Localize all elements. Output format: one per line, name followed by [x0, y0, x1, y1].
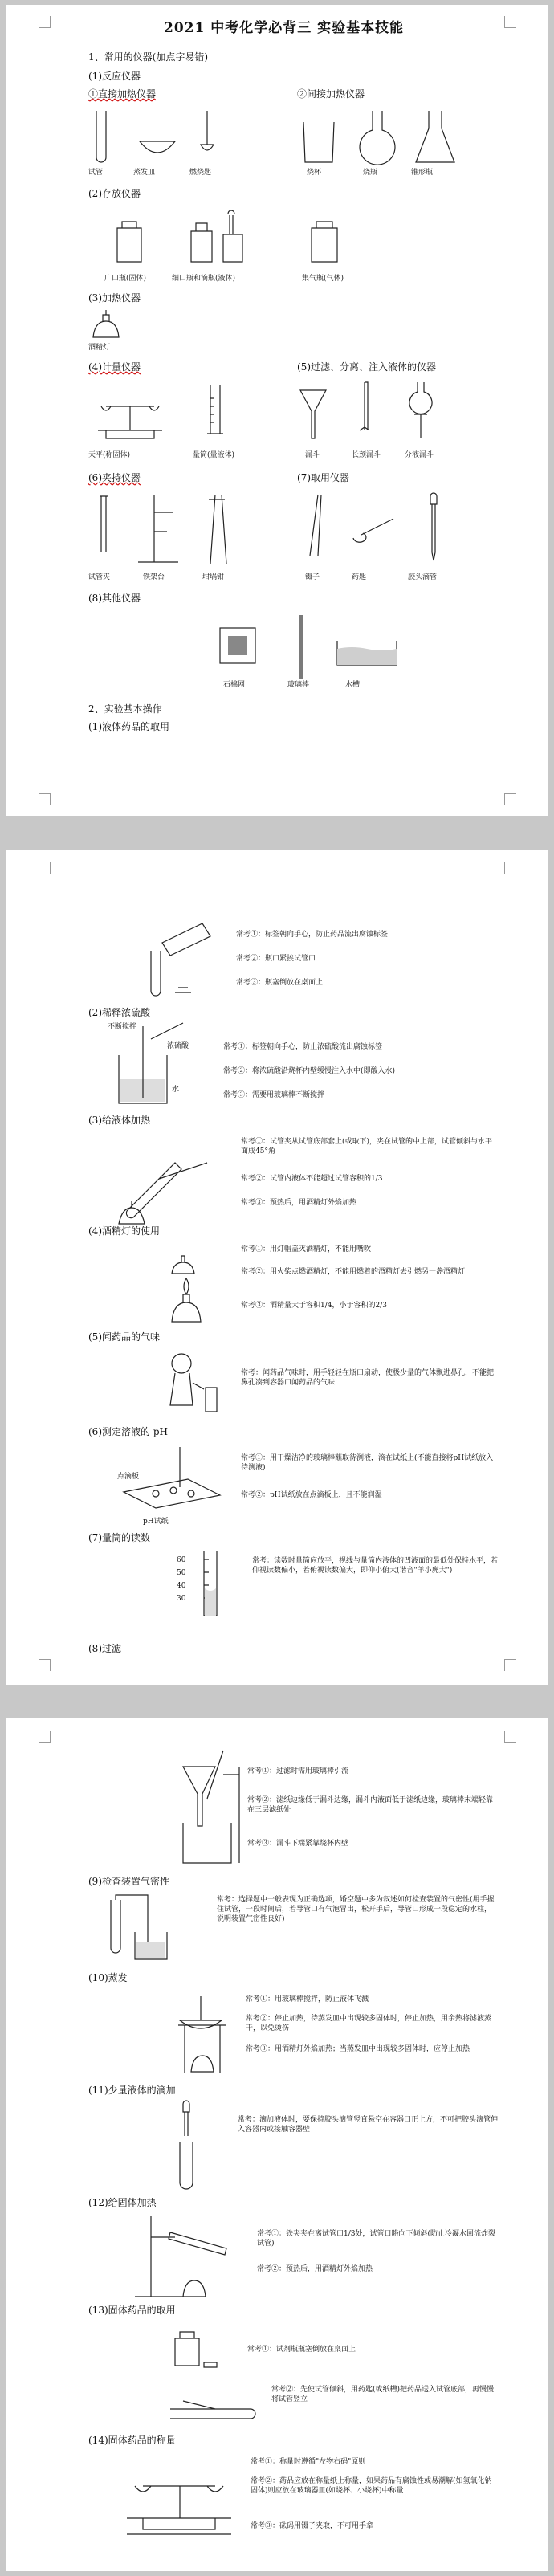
crop-mark — [504, 862, 516, 874]
evaporation-illustration — [172, 1988, 244, 2077]
clamp-illustration — [90, 491, 267, 572]
crop-mark — [504, 793, 516, 805]
page-1 — [6, 5, 548, 816]
weighing-illustration — [119, 2454, 247, 2542]
exam-note: 常考③：预热后，用酒精灯外焰加热 — [241, 1199, 357, 1207]
sub-heading: (4)计量仪器 — [88, 361, 141, 373]
exam-note: 常考②：将浓硫酸沿烧杯内壁缓慢注入水中(即酸入水) — [223, 1067, 396, 1075]
instrument-label: 烧杯 — [307, 169, 322, 177]
diagram-label: 点滴板 — [117, 1473, 140, 1481]
filter-illustration — [297, 379, 474, 451]
exam-note: 常考②：停止加热，待蒸发皿中出现较多固体时，停止加热，用余热将滤液蒸干，以免烫伤 — [246, 2015, 492, 2032]
heating-liquid-illustration — [103, 1131, 223, 1227]
exam-note: 常考①：用干燥洁净的玻璃棒蘸取待测液，滴在试纸上(不能直接将pH试纸放入待测液) — [241, 1454, 494, 1472]
crop-mark — [504, 16, 516, 28]
reagent-bottle-illustration — [167, 2322, 231, 2370]
section-heading: 1、常用的仪器(加点字易错) — [88, 51, 208, 63]
instrument-label: 细口瓶和滴瓶(液体) — [172, 275, 236, 283]
filtration-illustration — [167, 1751, 255, 1871]
crop-mark — [39, 862, 51, 874]
sub-heading: ②间接加热仪器 — [297, 88, 365, 100]
exam-note: 常考③：酒精量大于容积1/4，小于容积的2/3 — [241, 1302, 387, 1310]
instrument-label: 量筒(量液体) — [193, 451, 235, 459]
exam-note: 常考②：预热后，用酒精灯外焰加热 — [257, 2265, 373, 2273]
exam-note: 常考：闻药品气味时，用手轻轻在瓶口扇动，使极少量的气体飘进鼻孔，不能把鼻孔凑到容器口闻药品的气味 — [241, 1369, 495, 1387]
dropping-illustration — [167, 2101, 215, 2189]
crop-mark — [504, 1659, 516, 1671]
sub-heading: (6)夹持仪器 — [88, 472, 141, 483]
sub-heading: (10)蒸发 — [88, 1972, 128, 1983]
page-3 — [6, 1718, 548, 2571]
exam-note: 常考③：漏斗下端紧靠烧杯内壁 — [247, 1840, 349, 1848]
crop-mark — [39, 793, 51, 805]
page-2 — [6, 850, 548, 1685]
exam-note: 常考①：用灯帽盖灭酒精灯，不能用嘴吹 — [241, 1245, 372, 1253]
sub-heading: (11)少量液体的滴加 — [88, 2085, 176, 2096]
exam-note: 常考①：标签朝向手心，防止浓硫酸流出腐蚀标签 — [223, 1043, 383, 1051]
crop-mark — [39, 16, 51, 28]
instrument-label: 燃烧匙 — [189, 169, 212, 177]
exam-note: 常考②：滤纸边缘低于漏斗边缘，漏斗内液面低于滤纸边缘，玻璃棒末端轻靠在三层滤纸处 — [247, 1796, 494, 1814]
instrument-label: 胶头滴管 — [408, 573, 438, 581]
exam-note: 常考：读数时量筒应放平，视线与量筒内液体的凹液面的最低处保持水平，若仰视读数偏小，若俯视读数偏大，即仰小俯大(谐音"羊小虎大") — [252, 1557, 499, 1575]
solid-loading-illustration — [167, 2377, 263, 2433]
section-heading: 2、实验基本操作 — [88, 703, 162, 715]
instrument-label: 烧瓶 — [363, 169, 378, 177]
exam-note: 常考：滴加液体时，要保持胶头滴管竖直悬空在容器口正上方，不可把胶头滴管伸入容器内或接触容器壁 — [238, 2116, 499, 2134]
alcohol-lamp-icon — [90, 308, 122, 340]
storage-illustration — [111, 210, 376, 275]
instrument-label: 分液漏斗 — [405, 451, 434, 459]
sub-heading: (5)闻药品的气味 — [88, 1331, 160, 1343]
exam-note: 常考①：试剂瓶瓶塞倒放在桌面上 — [247, 2346, 356, 2354]
exam-note: 常考③：砝码用镊子夹取，不可用手拿 — [251, 2522, 374, 2530]
instrument-label: 水槽 — [345, 681, 361, 689]
diagram-label: 水 — [172, 1086, 180, 1094]
exam-note: 常考③：瓶塞倒放在桌面上 — [236, 979, 324, 987]
tick-label: 60 — [177, 1556, 186, 1564]
sub-heading: (8)过滤 — [88, 1643, 121, 1654]
tick-label: 30 — [177, 1595, 186, 1603]
sub-heading: (4)酒精灯的使用 — [88, 1225, 160, 1237]
exam-note: 常考②：用火柴点燃酒精灯，不能用燃着的酒精灯去引燃另一盏酒精灯 — [241, 1268, 466, 1276]
diagram-label: pH试纸 — [143, 1518, 169, 1526]
sub-heading: (8)其他仪器 — [88, 593, 141, 604]
instrument-label: 蒸发皿 — [133, 169, 156, 177]
sub-heading: (14)固体药品的称量 — [88, 2435, 176, 2446]
sub-heading: (3)给液体加热 — [88, 1115, 150, 1126]
instrument-label: 试管夹 — [88, 573, 111, 581]
indirect-heating-illustration — [297, 106, 458, 170]
exam-note: 常考②：药品应放在称量纸上称量，如果药品有腐蚀性或易潮解(如氢氧化钠固体)则应放在玻璃器皿(如烧杯、小烧杯)中称量 — [251, 2477, 492, 2495]
diagram-label: 不断搅拌 — [108, 1023, 137, 1031]
exam-note: 常考②：先使试管倾斜，用药匙(或纸槽)把药品送入试管底部，再慢慢将试管竖立 — [271, 2386, 495, 2403]
dilution-illustration — [103, 1023, 215, 1111]
instrument-label: 铁架台 — [143, 573, 165, 581]
crop-mark — [504, 1731, 516, 1743]
sub-heading: (13)固体药品的取用 — [88, 2305, 176, 2316]
airtight-check-illustration — [95, 1892, 207, 1964]
instrument-label: 广口瓶(固体) — [104, 275, 147, 283]
sub-heading: (9)检查装置气密性 — [88, 1876, 169, 1887]
instrument-label: 坩埚钳 — [202, 573, 225, 581]
sub-heading: (1)液体药品的取用 — [88, 721, 169, 732]
instrument-label: 漏斗 — [305, 451, 320, 459]
exam-note: 常考①：标签朝向手心，防止药品流出腐蚀标签 — [236, 931, 389, 939]
sub-heading: (12)给固体加热 — [88, 2197, 157, 2208]
sub-heading: (3)加热仪器 — [88, 292, 141, 304]
liquid-pouring-illustration — [127, 919, 223, 999]
other-instruments-illustration — [217, 612, 418, 684]
exam-note: 常考②：试管内液体不能超过试管容积的1/3 — [241, 1175, 383, 1183]
measure-illustration — [90, 382, 267, 446]
alcohol-lamp-illustration — [164, 1241, 236, 1330]
sub-heading: (2)存放仪器 — [88, 188, 141, 199]
instrument-label: 玻璃棒 — [287, 681, 310, 689]
exam-note: 常考①：称量时遵循"左物右码"原则 — [251, 2458, 366, 2466]
direct-heating-illustration — [87, 109, 247, 173]
exam-note: 常考③：需要用玻璃棒不断搅拌 — [223, 1091, 325, 1099]
instrument-label: 天平(称固体) — [88, 451, 131, 459]
exam-note: 常考①：用玻璃棒搅拌，防止液体飞溅 — [246, 1995, 369, 2003]
heating-solid-illustration — [127, 2213, 239, 2301]
exam-note: 常考③：用酒精灯外焰加热；当蒸发皿中出现较多固体时，应停止加热 — [246, 2045, 470, 2053]
instrument-label: 石棉网 — [223, 681, 246, 689]
take-illustration — [297, 491, 474, 572]
instrument-label: 试管 — [88, 169, 104, 177]
crop-mark — [39, 1731, 51, 1743]
smelling-illustration — [157, 1347, 230, 1420]
exam-note: 常考①：试管夹从试管底部套上(或取下)，夹在试管的中上部，试管倾斜与水平面成45°角 — [241, 1138, 493, 1156]
sub-heading: (7)量筒的读数 — [88, 1532, 150, 1543]
instrument-label: 长颈漏斗 — [352, 451, 381, 459]
page-title: 2021 中考化学必背三 实验基本技能 — [164, 20, 405, 36]
sub-heading: (6)测定溶液的 pH — [88, 1426, 168, 1437]
diagram-label: 浓硫酸 — [167, 1042, 189, 1050]
instrument-label: 镊子 — [305, 573, 320, 581]
sub-heading: ①直接加热仪器 — [88, 88, 157, 100]
sub-heading: (1)反应仪器 — [88, 71, 141, 82]
sub-heading: (2)稀释浓硫酸 — [88, 1007, 150, 1018]
exam-note: 常考：选择题中一般表现为正确选项，婚空题中多为叙述如何检查装置的气密性(用手握住试管，一段时间后，若导管口有气泡冒出，松开手后，导管口形成一段稳定的水柱，说明装置气密性良好) — [217, 1896, 495, 1923]
instrument-label: 药匙 — [352, 573, 367, 581]
instrument-label: 集气瓶(气体) — [302, 275, 344, 283]
tick-label: 40 — [177, 1582, 186, 1590]
exam-note: 常考②：瓶口紧挨试管口 — [236, 955, 316, 963]
tick-label: 50 — [177, 1569, 186, 1577]
cylinder-reading-illustration — [188, 1548, 236, 1620]
crop-mark — [39, 1659, 51, 1671]
sub-heading: (7)取用仪器 — [297, 472, 349, 483]
instrument-label: 酒精灯 — [88, 344, 111, 352]
exam-note: 常考②：pH试纸放在点滴板上，且不能润湿 — [241, 1491, 382, 1499]
instrument-label: 锥形瓶 — [411, 169, 434, 177]
exam-note: 常考①：铁夹夹在离试管口1/3处，试管口略向下倾斜(防止冷凝水回流炸裂试管) — [257, 2230, 495, 2248]
exam-note: 常考①：过滤时需用玻璃棒引流 — [247, 1767, 349, 1775]
sub-heading: (5)过滤、分离、注入液体的仪器 — [297, 361, 436, 373]
